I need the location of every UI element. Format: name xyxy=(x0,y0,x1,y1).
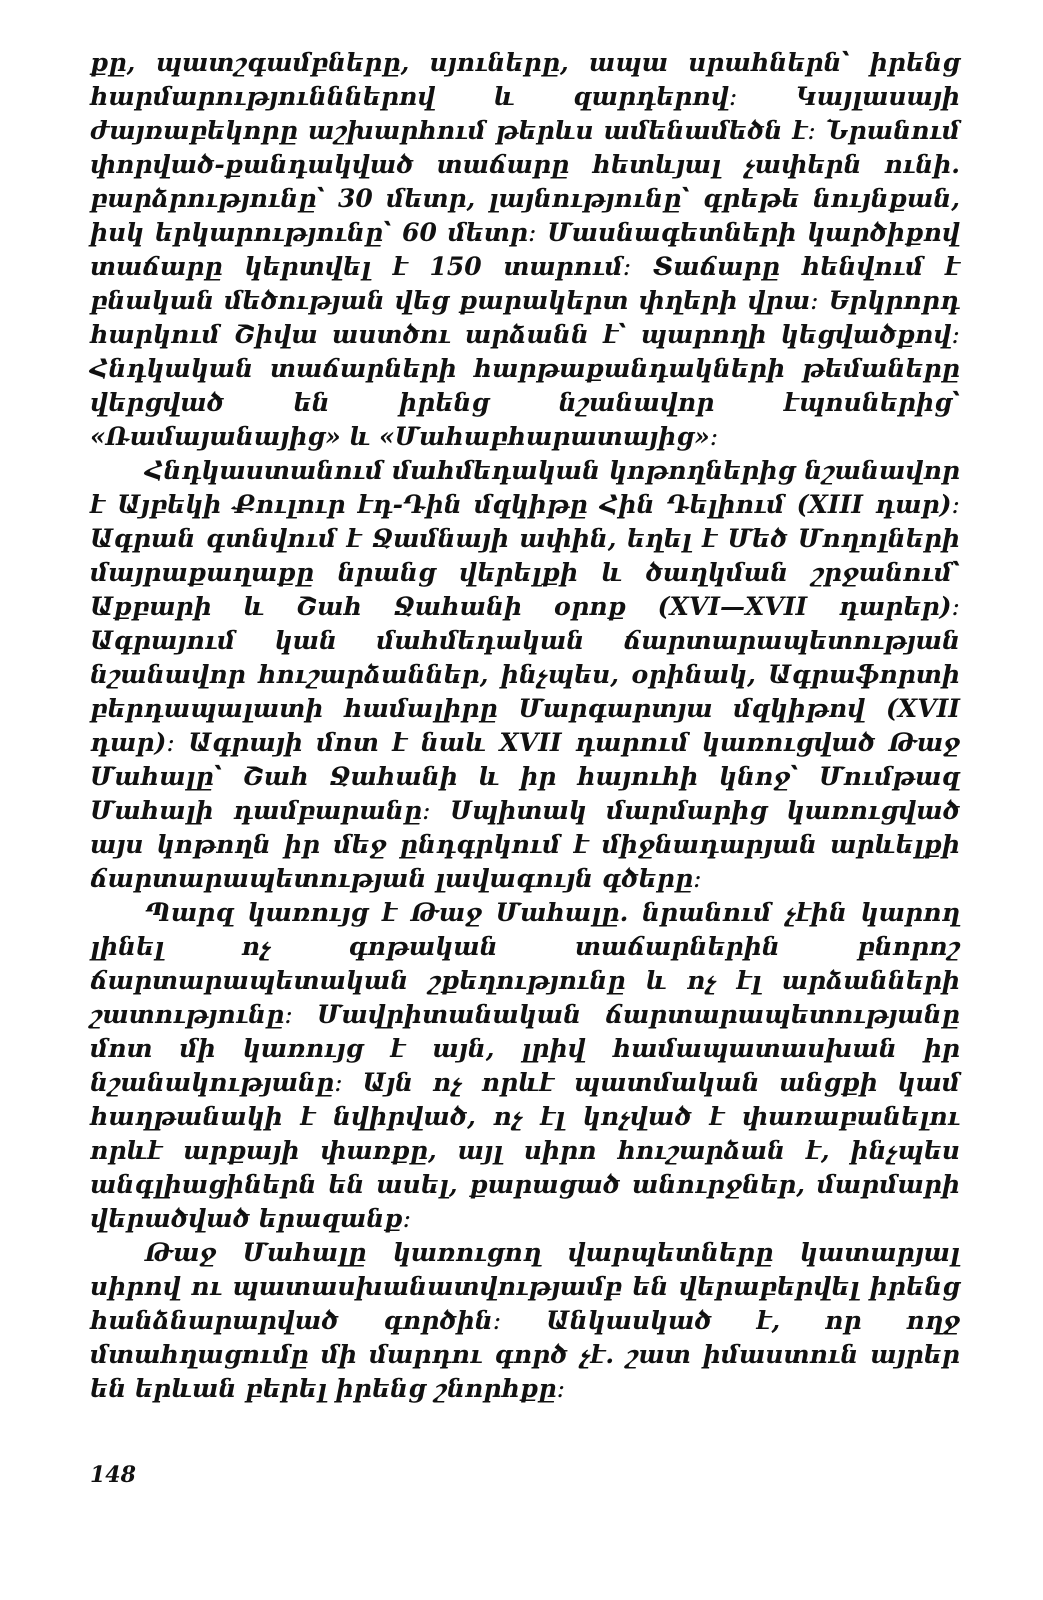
paragraph-4: Թաջ Մահալը կառուցող վարպետները կատարյալ սիրով ու պատասխանատվությամբ են վերաբերվել իրենց հանձնարարված գործին։ Անկասկած է, որ ողջ մտահղացումը մի մարդու գործ չէ. շատ իմաստուն այրեր են երևան բերել իրենց շնորհքը։ xyxy=(90,1238,960,1403)
paragraph-1: քը, պատշգամբները, սյուները, ապա սրահներն՝ իրենց հարմարությունններով և զարդերով։ Կայլասայի ժայռաբեկորը աշխարհում թերևս ամենամեծն է։ Նրանում փորված-քանդակված տաճարը հետևյալ չափերն ունի. բարձրությունը՝ 30 մետր, լայնությունը՝ գրեթե նույնքան, իսկ երկարությունը՝ 60 մետր։ Մասնագետների կարծիքով տաճարը կերտվել է 150 տարում։ Տաճարը հենվում է բնական մեծության վեց քարակերտ փղերի վրա։ Երկրորդ հարկում Շիվա աստծու արձանն է՝ պարողի կեցվածքով։ Հնդկական տաճարների հարթաքանդակների թեմաները վերցված են իրենց նշանավոր էպոսներից՝ «Ռամայանայից» և «Մահաբհարատայից»։ xyxy=(90,48,960,451)
book-page-text xyxy=(90,46,960,1406)
paragraph-3: Պարզ կառույց է Թաջ Մահալը. նրանում չէին կարող լինել ոչ գոթական տաճարներին բնորոշ ճարտարապետական շքեղությունը և ոչ էլ արձանների շատությունը։ Մավրիտանական ճարտարապետությանը մոտ մի կառույց է այն, լրիվ համապատասխան իր նշանակությանը։ Այն ոչ որևէ պատմական անցքի կամ հաղթանակի է նվիրված, ոչ էլ կոչված է փառաբանելու որևէ արքայի փառքը, այլ սիրո հուշարձան է, ինչպես անգլիացիներն են ասել, քարացած անուրջներ, մարմարի վերածված երազանք։ xyxy=(90,898,960,1233)
paragraph-2: Հնդկաստանում մահմեդական կոթողներից նշանավոր է Այբեկի Քուլուր էդ-Դին մզկիթը Հին Դելիում (XIII դար)։ Ագրան գտնվում է Ջամնայի ափին, եղել է Մեծ Մողոլների մայրաքաղաքը նրանց վերելքի և ծաղկման շրջանում՝ Աքբարի և Շահ Ջահանի օրոք (XVI—XVII դարեր)։ Ագրայում կան մահմեդական ճարտարապետության նշանավոր հուշարձաններ, ինչպես, օրինակ, Ագրաֆորտի բերդապալատի համալիրը Մարգարտյա մզկիթով (XVII դար)։ Ագրայի մոտ է նաև XVII դարում կառուցված Թաջ Մահալը՝ Շահ Ջահանի և իր հայուհի կնոջ՝ Մումթազ Մահալի դամբարանը։ Սպիտակ մարմարից կառուցված այս կոթողն իր մեջ ընդգրկում է միջնադարյան արևելքի ճարտարապետության լավագույն գծերը։ xyxy=(90,456,960,893)
page-number: 148 xyxy=(90,1462,136,1488)
